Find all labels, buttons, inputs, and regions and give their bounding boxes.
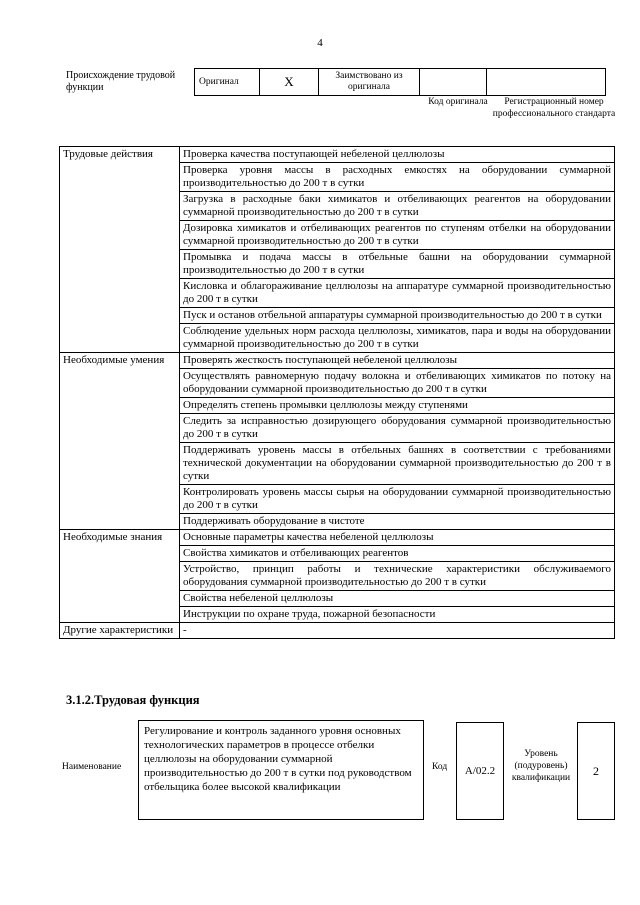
section-item: Определять степень промывки целлюлозы между ступенями — [180, 398, 615, 414]
section-item: Соблюдение удельных норм расхода целлюлозы, химикатов, пара и воды на оборудовании суммарной производительностью до 200 т в сутки — [180, 324, 615, 353]
section-item: Проверять жесткость поступающей небеленой целлюлозы — [180, 353, 615, 369]
section-item: Свойства небеленой целлюлозы — [180, 591, 615, 607]
section-category: Необходимые умения — [60, 353, 180, 530]
table-row — [60, 353, 615, 369]
section-item: Следить за исправностью дозирующего оборудования суммарной производительностью до 200 т в сутки — [180, 414, 615, 443]
borrowed-label: Заимствовано из оригинала — [319, 69, 420, 96]
section-item: Осуществлять равномерную подачу волокна и отбеливающих химикатов по потоку на оборудовании суммарной производительностью до 200 т в сутки — [180, 369, 615, 398]
labor-function-table — [59, 146, 615, 639]
reg-caption: Регистрационный номер профессионального стандарта — [492, 97, 616, 119]
section-category: Необходимые знания — [60, 530, 180, 623]
original-mark: X — [260, 69, 319, 96]
origin-label: Происхождение трудовой функции — [66, 70, 176, 93]
level-value: 2 — [577, 722, 615, 820]
page-number: 4 — [317, 37, 323, 49]
section-item: Дозировка химикатов и отбеливающих реагентов по ступеням отбелки на оборудовании суммарной производительностью до 200 т в сутки — [180, 221, 615, 250]
code-caption: Код оригинала — [428, 97, 488, 107]
section-item: Поддерживать уровень массы в отбельных башнях в соответствии с требованиями технической документации на оборудовании суммарной производительностью до 200 т в сутки — [180, 443, 615, 485]
section-category: Трудовые действия — [60, 147, 180, 353]
section-item: Основные параметры качества небеленой целлюлозы — [180, 530, 615, 546]
name-label: Наименование — [62, 762, 122, 772]
table-row — [60, 530, 615, 546]
section-category: Другие характеристики — [60, 623, 180, 639]
code-label: Код — [432, 762, 448, 772]
section-item: Контролировать уровень массы сырья на оборудовании суммарной производительностью до 200 т в сутки — [180, 485, 615, 514]
section-item: Свойства химикатов и отбеливающих реагентов — [180, 546, 615, 562]
section-item: Поддерживать оборудование в чистоте — [180, 514, 615, 530]
section-item: Устройство, принцип работы и технические характеристики обслуживаемого оборудования суммарной производительностью до 200 т в сутки — [180, 562, 615, 591]
original-label: Оригинал — [195, 69, 260, 96]
original-code-cell — [420, 69, 487, 96]
section-item: Проверка уровня массы в расходных емкостях на оборудовании суммарной производительностью до 200 т в сутки — [180, 163, 615, 192]
section-item: Пуск и останов отбельной аппаратуры суммарной производительностью до 200 т в сутки — [180, 308, 615, 324]
section-item: Проверка качества поступающей небеленой целлюлозы — [180, 147, 615, 163]
section-item: - — [180, 623, 615, 639]
section-item: Загрузка в расходные баки химикатов и отбеливающих реагентов на оборудовании суммарной производительностью до 200 т в сутки — [180, 192, 615, 221]
code-value: А/02.2 — [456, 722, 504, 820]
level-label: Уровень (подуровень) квалификации — [511, 749, 571, 783]
origin-table — [194, 68, 606, 96]
table-row — [60, 147, 615, 163]
function-name-value: Регулирование и контроль заданного уровня основных технологических параметров в процессе отбелки целлюлозы на оборудовании суммарной производительностью до 200 т в сутки под руководством отбельщика более высокой квалификации — [138, 720, 424, 820]
reg-number-cell — [487, 69, 606, 96]
section-item: Кисловка и облагораживание целлюлозы на аппаратуре суммарной производительностью до 200 т в сутки — [180, 279, 615, 308]
table-row — [60, 623, 615, 639]
section-item: Промывка и подача массы в отбельные башни на оборудовании суммарной производительностью до 200 т в сутки — [180, 250, 615, 279]
section-title: 3.1.2.Трудовая функция — [66, 693, 200, 707]
section-item: Инструкции по охране труда, пожарной безопасности — [180, 607, 615, 623]
